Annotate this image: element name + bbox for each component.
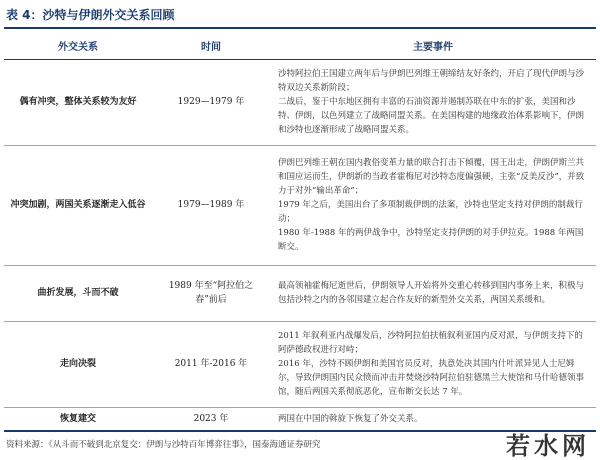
table-row bbox=[4, 145, 596, 265]
header-time: 时间 bbox=[152, 33, 270, 59]
watermark-logo: 若水网 bbox=[506, 432, 590, 460]
event-text: 1980 年-1988 年的两伊战争中，沙特坚定支持伊朗的对手伊拉克。1988 年两国断交。 bbox=[278, 228, 584, 252]
table-title: 表 4：沙特与伊朗外交关系回顾 bbox=[6, 8, 175, 22]
header-relation: 外交关系 bbox=[4, 33, 152, 59]
table-header-row bbox=[4, 33, 596, 59]
event-text: 二战后，鉴于中东地区拥有丰富的石油资源并遏制苏联在中东的扩张，美国和沙特、伊朗，以色列建立了战略同盟关系。在美国构建的地缘政治体系影响下，伊朗和沙特也逐渐形成了战略同盟关系。 bbox=[278, 97, 585, 135]
row-time: 1979—1989 年 bbox=[152, 145, 270, 265]
table-row bbox=[4, 59, 596, 145]
row-events bbox=[270, 145, 596, 265]
row-relation: 曲折发展，斗而不破 bbox=[4, 265, 152, 321]
event-text: 最高领袖霍梅尼逝世后，伊朗领导人开始将外交重心转移到国内事务上来，积极与包括沙特之内的各邻国建立起合作友好的新型外交关系，两国关系缓和。 bbox=[278, 281, 585, 305]
source-note: 资料来源：《从斗而不破到北京复交：伊朗与沙特百年博弈往事》，国泰海通证券研究 bbox=[6, 440, 321, 450]
row-events bbox=[270, 265, 596, 321]
table-row bbox=[4, 321, 596, 407]
row-time: 1989 年至“阿拉伯之春”前后 bbox=[152, 265, 270, 321]
event-text: 两国在中国的斡旋下恢复了外交关系。 bbox=[278, 413, 423, 424]
relations-table bbox=[4, 33, 596, 432]
row-relation: 走向决裂 bbox=[4, 321, 152, 407]
row-time: 2023 年 bbox=[152, 407, 270, 431]
row-time: 2011 年-2016 年 bbox=[152, 321, 270, 407]
event-text: 2016 年，沙特不顾伊朗和美国官员反对，执意处决其国内什叶派异见人士尼姆尔，导致伊朗国内民众愤而冲击并焚烧沙特阿拉伯驻德黑兰大使馆和马什哈德领事馆，随后两国关系彻底恶化，宣布断交长达 7 年。 bbox=[278, 359, 585, 397]
row-relation: 偶有冲突，整体关系较为友好 bbox=[4, 59, 152, 145]
event-text: 1979 年之后，美国出台了多项制裁伊朗的法案，沙特也坚定支持对伊朗的制裁行动； bbox=[278, 200, 583, 224]
row-time: 1929—1979 年 bbox=[152, 59, 270, 145]
header-events: 主要事件 bbox=[270, 33, 596, 59]
row-events bbox=[270, 321, 596, 407]
row-relation: 冲突加剧，两国关系逐渐走入低谷 bbox=[4, 145, 152, 265]
event-text: 2011 年叙利亚内战爆发后，沙特阿拉伯扶植叙利亚国内反对派，与伊朗支持下的阿萨德政权进行对峙； bbox=[278, 331, 583, 355]
event-text: 伊朗巴列维王朝在国内教俗变革力量的联合打击下倾覆，国王出走，伊朗伊斯兰共和国应运而生，伊朗新的当政者霍梅尼对沙特态度偏强硬，主张“反美反沙”，并致力于对外“输出革命”； bbox=[278, 158, 585, 196]
row-events bbox=[270, 59, 596, 145]
event-text: 沙特阿拉伯王国建立两年后与伊朗巴列维王朝缔结友好条约，开启了现代伊朗与沙特双边关系新阶段； bbox=[278, 69, 585, 93]
row-relation: 恢复建交 bbox=[4, 407, 152, 431]
table-row bbox=[4, 265, 596, 321]
top-rule bbox=[4, 27, 596, 29]
